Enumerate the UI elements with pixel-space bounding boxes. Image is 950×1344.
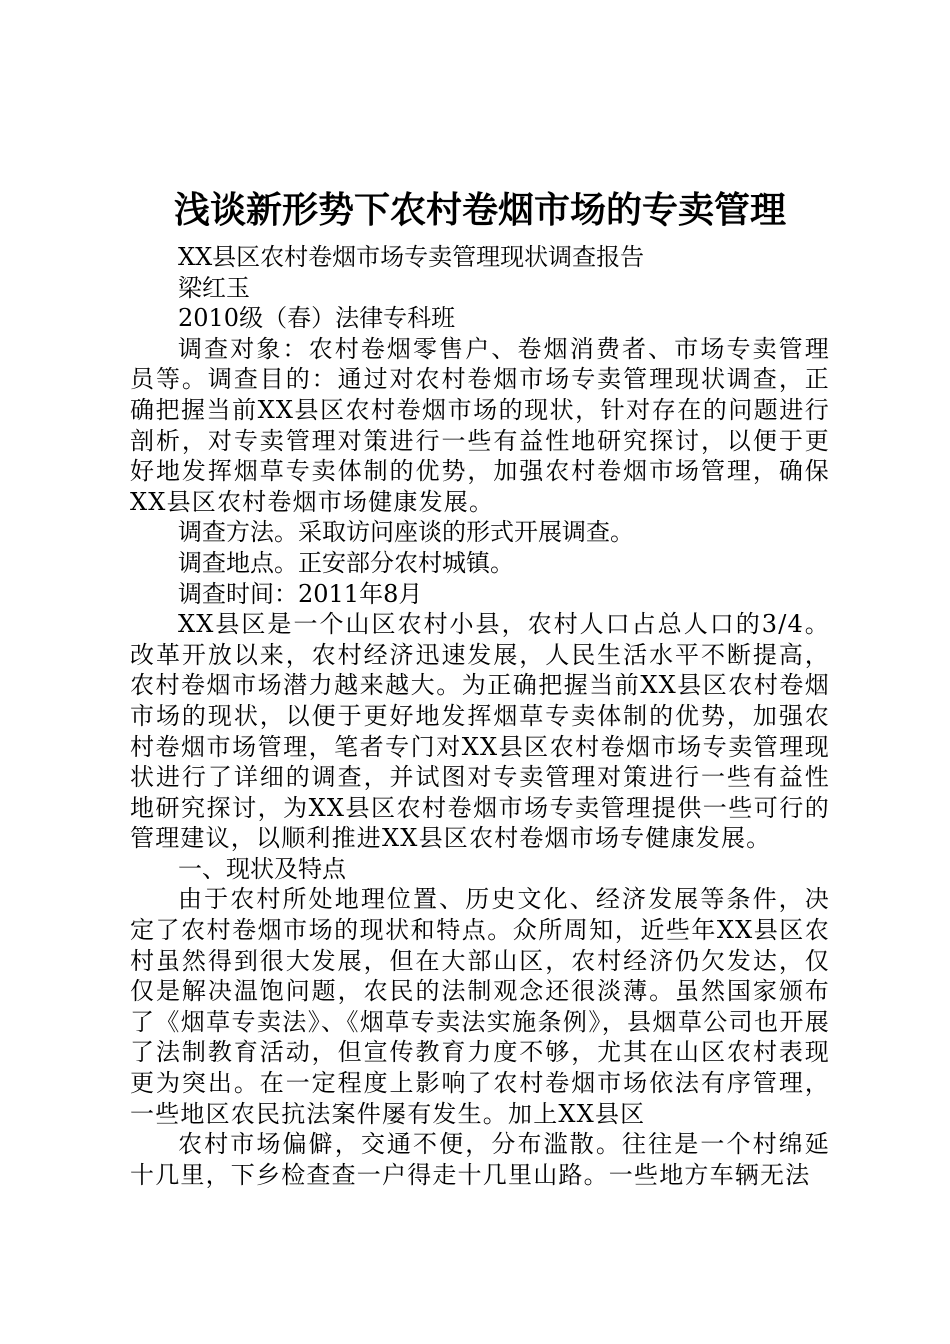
paragraph-survey-time: 调查时间：2011年8月 <box>178 579 423 608</box>
author-name: 梁红玉 <box>178 273 250 302</box>
paragraph-market: 农村市场偏僻，交通不便，分布滥散。往往是一个村绵延十几里，下乡检查查一户得走十几里山路。一些地方车辆无法 <box>130 1130 830 1189</box>
paragraph-status: 由于农村所处地理位置、历史文化、经济发展等条件，决定了农村卷烟市场的现状和特点。众所周知，近些年XX县区农村虽然得到很大发展，但在大部山区，农村经济仍欠发达，仅仅是解决温饱问题，农民的法制观念还很淡薄。虽然国家颁布了《烟草专卖法》、《烟草专卖法实施条例》，县烟草公司也开展了法制教育活动，但宣传教育力度不够，尤其在山区农村表现更为突出。在一定程度上影响了农村卷烟市场依法有序管理，一些地区农民抗法案件屡有发生。加上XX县区 <box>130 885 830 1128</box>
document-title: 浅谈新形势下农村卷烟市场的专卖管理 <box>173 189 786 231</box>
section-heading: 一、现状及特点 <box>178 854 346 883</box>
class-name: 2010级（春）法律专科班 <box>178 304 456 333</box>
document-page <box>130 180 830 1190</box>
paragraph-background: XX县区是一个山区农村小县，农村人口占总人口的3/4。改革开放以来，农村经济迅速发展，人民生活水平不断提高，农村卷烟市场潜力越来越大。为正确把握当前XX县区农村卷烟市场的现状，以便于更好地发挥烟草专卖体制的优势，加强农村卷烟市场管理，笔者专门对XX县区农村卷烟市场专卖管理现状进行了详细的调查，并试图对专卖管理对策进行一些有益性地研究探讨，为XX县区农村卷烟市场专卖管理提供一些可行的管理建议，以顺利推进XX县区农村卷烟市场专健康发展。 <box>130 610 830 853</box>
paragraph-survey-location: 调查地点。正安部分农村城镇。 <box>178 548 514 577</box>
paragraph-survey-method: 调查方法。采取访问座谈的形式开展调查。 <box>178 518 634 547</box>
document-subtitle: XX县区农村卷烟市场专卖管理现状调查报告 <box>178 243 645 271</box>
paragraph-survey-object: 调查对象：农村卷烟零售户、卷烟消费者、市场专卖管理员等。调查目的：通过对农村卷烟市场专卖管理现状调查，正确把握当前XX县区农村卷烟市场的现状，针对存在的问题进行剖析，对专卖管理对策进行一些有益性地研究探讨，以便于更好地发挥烟草专卖体制的优势，加强农村卷烟市场管理，确保XX县区农村卷烟市场健康发展。 <box>130 334 830 516</box>
